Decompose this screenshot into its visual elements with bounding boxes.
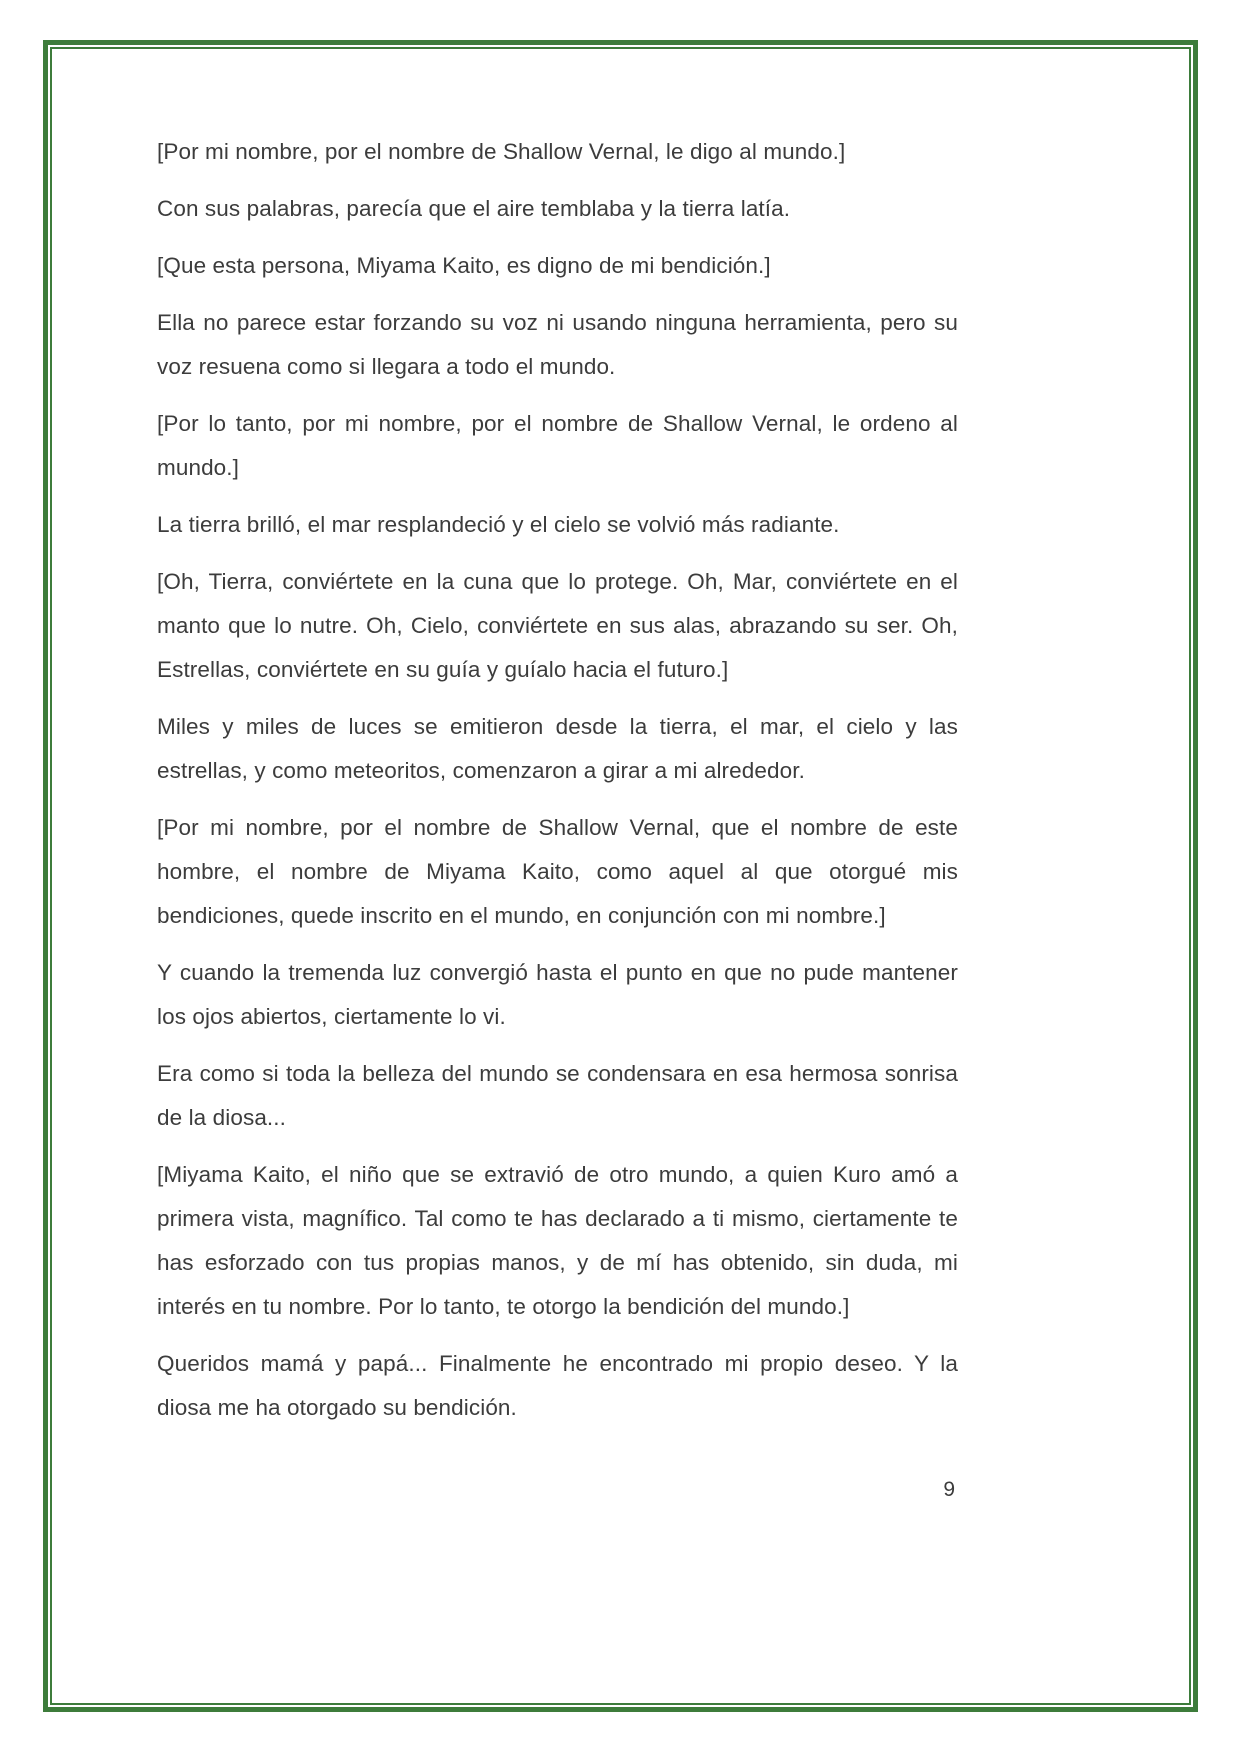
paragraph: Era como si toda la belleza del mundo se condensara en esa hermosa sonrisa de la diosa... <box>157 1061 958 1130</box>
paragraph: Queridos mamá y papá... Finalmente he encontrado mi propio deseo. Y la diosa me ha otorgado su bendición. <box>157 1351 958 1420</box>
paragraph: La tierra brilló, el mar resplandeció y el cielo se volvió más radiante. <box>157 512 840 537</box>
paragraph: [Que esta persona, Miyama Kaito, es digno de mi bendición.] <box>157 253 771 278</box>
paragraph: Y cuando la tremenda luz convergió hasta el punto en que no pude mantener los ojos abiertos, ciertamente lo vi. <box>157 960 958 1029</box>
paragraph: [Por mi nombre, por el nombre de Shallow Vernal, le digo al mundo.] <box>157 139 846 164</box>
paragraph: Ella no parece estar forzando su voz ni usando ninguna herramienta, pero su voz resuena como si llegara a todo el mundo. <box>157 310 958 379</box>
paragraph: [Por mi nombre, por el nombre de Shallow Vernal, que el nombre de este hombre, el nombre de Miyama Kaito, como aquel al que otorgué mis bendiciones, quede inscrito en el mundo, en conjunción con mi nombre.] <box>157 815 958 928</box>
document-body <box>157 130 958 1443</box>
page-number: 9 <box>943 1478 955 1501</box>
paragraph: Miles y miles de luces se emitieron desde la tierra, el mar, el cielo y las estrellas, y como meteoritos, comenzaron a girar a mi alrededor. <box>157 714 958 783</box>
paragraph: Con sus palabras, parecía que el aire temblaba y la tierra latía. <box>157 196 791 221</box>
paragraph: [Por lo tanto, por mi nombre, por el nombre de Shallow Vernal, le ordeno al mundo.] <box>157 411 958 480</box>
paragraph: [Miyama Kaito, el niño que se extravió de otro mundo, a quien Kuro amó a primera vista, magnífico. Tal como te has declarado a ti mismo, ciertamente te has esforzado con tus propias manos, y de mí has obtenido, sin duda, mi interés en tu nombre. Por lo tanto, te otorgo la bendición del mundo.] <box>157 1162 958 1319</box>
paragraph: [Oh, Tierra, conviértete en la cuna que lo protege. Oh, Mar, conviértete en el manto que lo nutre. Oh, Cielo, conviértete en sus alas, abrazando su ser. Oh, Estrellas, conviértete en su guía y guíalo hacia el futuro.] <box>157 569 958 682</box>
